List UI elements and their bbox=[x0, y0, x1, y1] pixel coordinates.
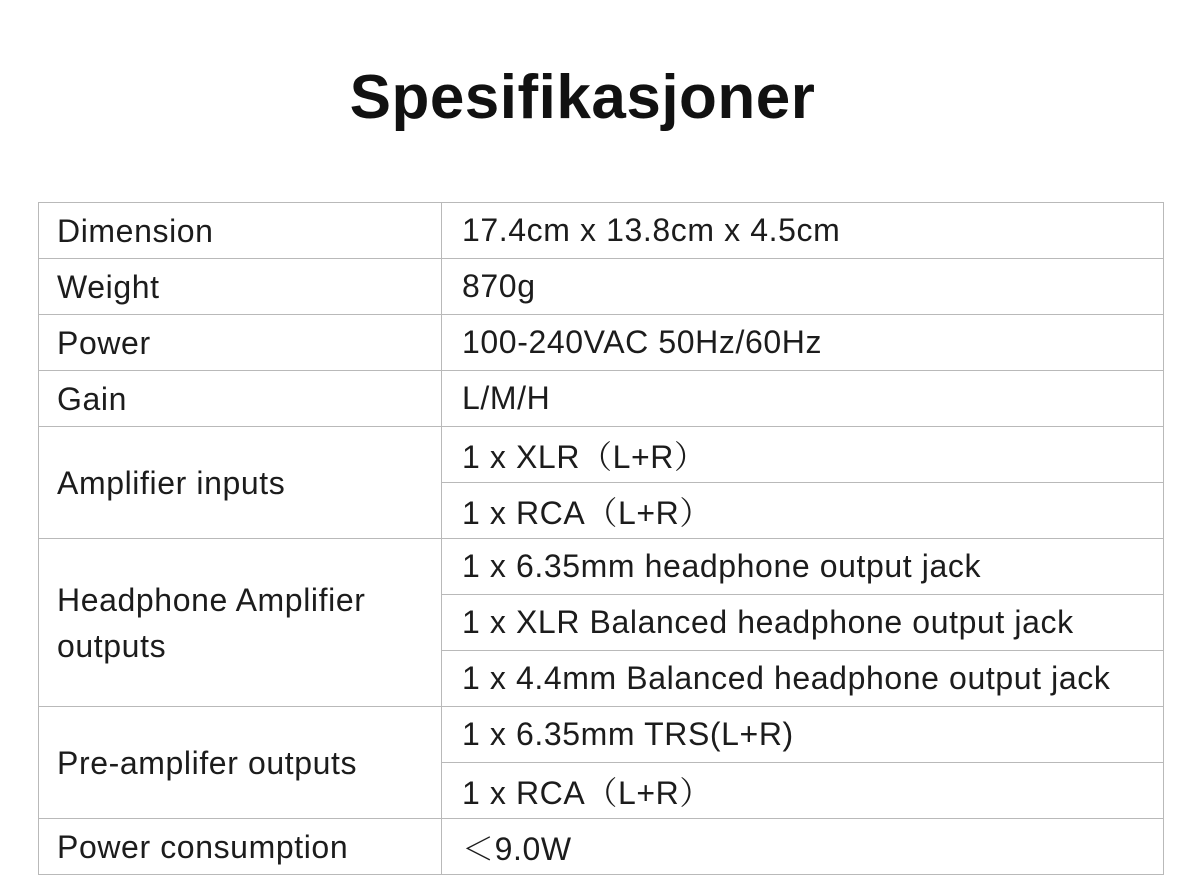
spec-value-dimension: 17.4cm x 13.8cm x 4.5cm bbox=[442, 203, 1164, 259]
spec-value-preamp-output-trs: 1 x 6.35mm TRS(L+R) bbox=[442, 707, 1164, 763]
spec-value-amplifier-input-rca: 1 x RCA（L+R） bbox=[442, 483, 1164, 539]
table-row bbox=[39, 539, 1164, 595]
table-row bbox=[39, 819, 1164, 875]
spec-value-power-consumption: ＜9.0W bbox=[442, 819, 1164, 875]
table-row bbox=[39, 315, 1164, 371]
spec-label-weight: Weight bbox=[39, 259, 442, 315]
page-title: Spesifikasjoner bbox=[349, 63, 816, 132]
spec-label-preamp-outputs: Pre-amplifer outputs bbox=[39, 707, 442, 819]
spec-label-headphone-outputs: Headphone Amplifier outputs bbox=[39, 539, 442, 707]
spec-label-gain: Gain bbox=[39, 371, 442, 427]
spec-value-headphone-output-xlr: 1 x XLR Balanced headphone output jack bbox=[442, 595, 1164, 651]
table-row bbox=[39, 203, 1164, 259]
table-row bbox=[39, 427, 1164, 483]
spec-label-power-consumption: Power consumption bbox=[39, 819, 442, 875]
spec-value-power: 100-240VAC 50Hz/60Hz bbox=[442, 315, 1164, 371]
spec-value-headphone-output-44: 1 x 4.4mm Balanced headphone output jack bbox=[442, 651, 1164, 707]
spec-label-power: Power bbox=[39, 315, 442, 371]
spec-value-headphone-output-635: 1 x 6.35mm headphone output jack bbox=[442, 539, 1164, 595]
table-row bbox=[39, 371, 1164, 427]
table-row bbox=[39, 259, 1164, 315]
spec-value-amplifier-input-xlr: 1 x XLR（L+R） bbox=[442, 427, 1164, 483]
table-row bbox=[39, 707, 1164, 763]
spec-value-gain: L/M/H bbox=[442, 371, 1164, 427]
spec-value-preamp-output-rca: 1 x RCA（L+R） bbox=[442, 763, 1164, 819]
spec-value-weight: 870g bbox=[442, 259, 1164, 315]
spec-table bbox=[38, 202, 1164, 875]
spec-label-dimension: Dimension bbox=[39, 203, 442, 259]
spec-label-amplifier-inputs: Amplifier inputs bbox=[39, 427, 442, 539]
